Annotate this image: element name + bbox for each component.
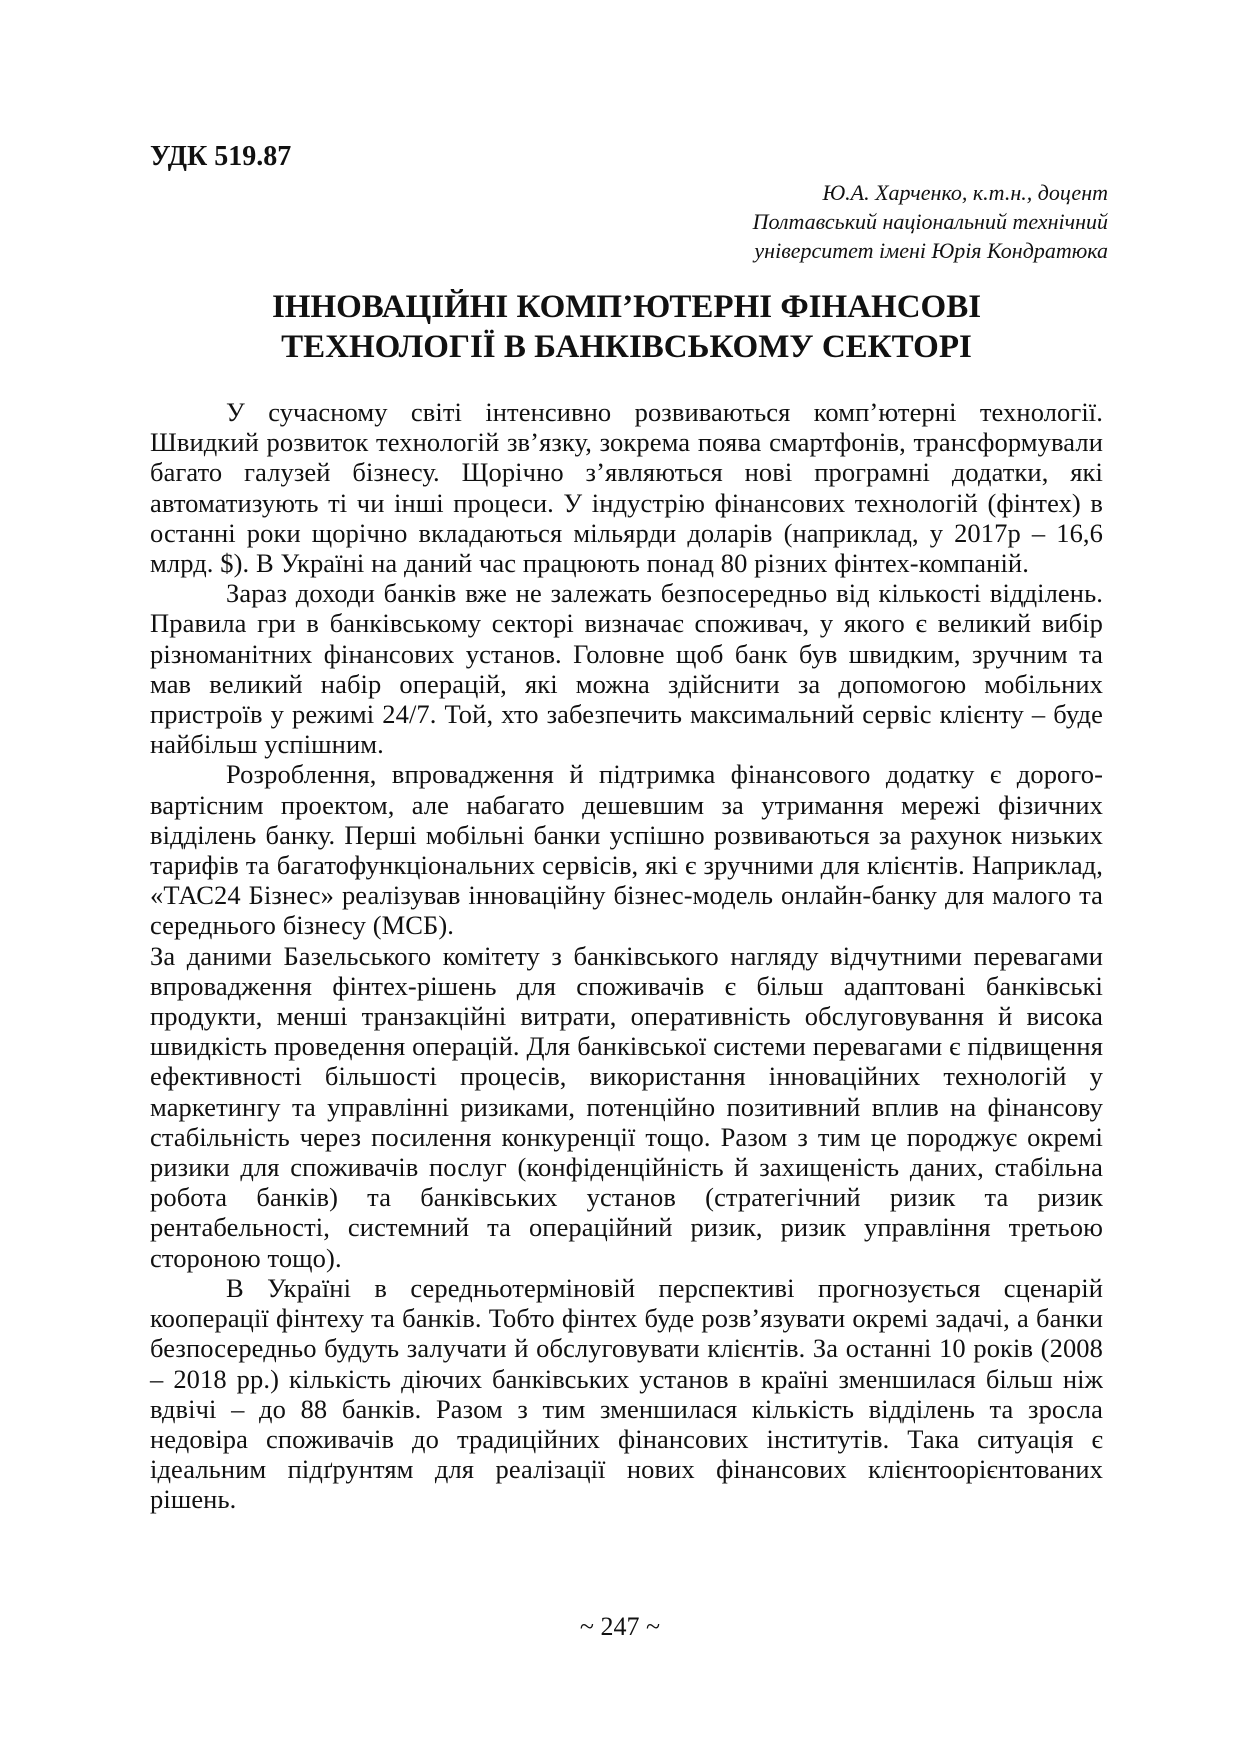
paragraph-4: За даними Базельського комітету з банківського нагляду відчутними перевагами впровадження фінтех-рішень для споживачів є більш адаптовані банківські продукти, менші транзакційні витрати, оперативність обслуговування й висока швидкість проведення операцій. Для банківської системи перевагами є підвищення ефективності більшості процесів, використання інноваційних технологій у маркетингу та управлінні ризиками, потенційно позитивний вплив на фінансову стабільність через посилення конкуренції тощо. Разом з тим це породжує окремі ризики для споживачів послуг (конфіденційність й захищеність даних, стабільна робота банків) та банківських установ (стратегічний ризик та ризик рентабельності, системний та операційний ризик, ризик управління третьою стороною тощо). [150, 940, 1103, 1273]
paragraph-1: У сучасному світі інтенсивно розвиваються комп’ютерні технології. Швидкий розвиток технологій зв’язку, зокрема поява смартфонів, трансформували багато галузей бізнесу. Щорічно з’являються нові програмні додатки, які автоматизують ті чи інші процеси. У індустрію фінансових технологій (фінтех) в останні роки щорічно вкладаються мільярди доларів (наприклад, у 2017р – 16,6 млрд. $). В Україні на даний час працюють понад 80 різних фінтех-компаній. [150, 397, 1103, 579]
paragraph-5: В Україні в середньотерміновій перспективі прогнозується сценарій кооперації фінтеху та банків. Тобто фінтех буде розв’язувати окремі задачі, а банки безпосередньо будуть залучати й обслуговувати клієнтів. За останні 10 років (2008 – 2018 рр.) кількість діючих банківських установ в країні зменшилася більш ніж вдвічі – до 88 банків. Разом з тим зменшилася кількість відділень та зросла недовіра споживачів до традиційних фінансових інститутів. Така ситуація є ідеальним підґрунтям для реалізації нових фінансових клієнтоорієнтованих рішень. [150, 1272, 1103, 1515]
author-affiliation-line-1: Полтавський національний технічний [752, 209, 1108, 234]
author-name: Ю.А. Харченко, к.т.н., доцент [822, 180, 1108, 205]
article-title [150, 287, 1103, 367]
author-block [150, 178, 1108, 265]
article-title-line-1: ІННОВАЦІЙНІ КОМП’ЮТЕРНІ ФІНАНСОВІ [271, 289, 982, 325]
page-number: ~ 247 ~ [579, 1612, 661, 1641]
udk-code: УДК 519.87 [150, 141, 292, 172]
paragraph-3: Розроблення, впровадження й підтримка фінансового додатку є дорого- вартісним проектом, але набагато дешевшим за утримання мережі фізичних відділень банку. Перші мобільні банки успішно розвиваються за рахунок низьких тарифів та багатофункціональних сервісів, які є зручними для клієнтів. Наприклад, «ТАС24 Бізнес» реалізував інноваційну бізнес-модель онлайн-банку для малого та середнього бізнесу (МСБ). [150, 759, 1103, 941]
article-title-line-2: ТЕХНОЛОГІЇ В БАНКІВСЬКОМУ СЕКТОРІ [281, 329, 972, 365]
article-body [150, 397, 1103, 1515]
paragraph-2: Зараз доходи банків вже не залежать безпосередньо від кількості відділень. Правила гри в банківському секторі визначає споживач, у якого є великий вибір різноманітних фінансових установ. Головне щоб банк був швидким, зручним та мав великий набір операцій, які можна здійснити за допомогою мобільних пристроїв у режимі 24/7. Той, хто забезпечить максимальний сервіс клієнту – буде найбільш успішним. [150, 578, 1103, 760]
author-affiliation-line-2: університет імені Юрія Кондратюка [754, 238, 1108, 263]
article-page [150, 140, 1108, 1515]
